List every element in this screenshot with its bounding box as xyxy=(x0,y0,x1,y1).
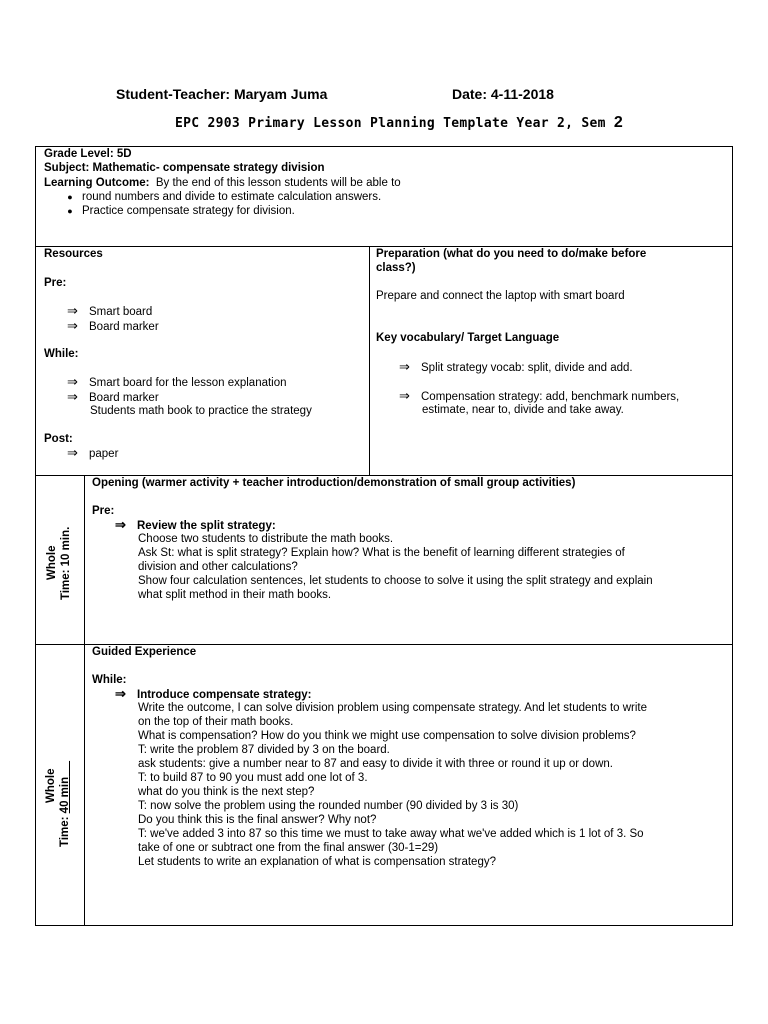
guided-side-whole: Whole xyxy=(45,768,57,803)
guided-line: Let students to write an explanation of what is compensation strategy? xyxy=(138,856,496,868)
opening-line: division and other calculations? xyxy=(138,561,298,573)
guided-side-time: Time: 40 min xyxy=(59,776,71,847)
guided-while-label: While: xyxy=(92,674,127,686)
resources-heading: Resources xyxy=(44,248,103,260)
opening-item-title: ⇒ Review the split strategy: xyxy=(115,517,276,532)
subject: Subject: Mathematic- compensate strategy division xyxy=(44,162,325,175)
opening-side-time: Time: 10 min. xyxy=(60,526,72,600)
vocab-item: ⇒ Compensation strategy: add, benchmark numbers, xyxy=(399,388,680,403)
opening-line: Ask St: what is split strategy? Explain how? What is the benefit of learning different strategies of xyxy=(138,547,625,559)
outcome-item: ● round numbers and divide to estimate calculation answers. xyxy=(44,190,401,204)
arrow-right-icon: ⇒ xyxy=(67,445,78,460)
resources-pre-label: Pre: xyxy=(44,277,67,289)
guided-line: take of one or subtract one from the final answer (30-1=29) xyxy=(138,842,439,854)
vocab-item: ⇒ Split strategy vocab: split, divide and add. xyxy=(399,359,633,374)
preparation-heading: Preparation (what do you need to do/make before xyxy=(376,248,647,260)
vocab-heading: Key vocabulary/ Target Language xyxy=(376,332,560,344)
resources-post-label: Post: xyxy=(44,433,73,445)
resource-item: ⇒ Smart board xyxy=(67,303,153,318)
guided-line: Write the outcome, I can solve division problem using compensate strategy. And let students to write xyxy=(138,702,648,714)
guided-line: Do you think this is the final answer? Why not? xyxy=(138,814,377,826)
resource-item: ⇒ Smart board for the lesson explanation xyxy=(67,374,287,389)
guided-item-title: ⇒ Introduce compensate strategy: xyxy=(115,686,312,701)
guided-line: What is compensation? How do you think we might use compensation to solve division problems? xyxy=(138,730,636,742)
opening-line: Choose two students to distribute the math books. xyxy=(138,533,394,545)
arrow-right-icon: ⇒ xyxy=(399,359,410,374)
arrow-right-icon: ⇒ xyxy=(67,389,78,404)
bullet-icon: ● xyxy=(67,191,73,202)
arrow-right-icon: ⇒ xyxy=(115,686,126,701)
guided-line: ask students: give a number near to 87 and easy to divide it with three or round it up or down. xyxy=(138,758,613,770)
guided-line: what do you think is the next step? xyxy=(138,786,315,798)
side-divider xyxy=(84,645,85,925)
opening-pre-label: Pre: xyxy=(92,505,115,517)
resources-while-label: While: xyxy=(44,348,79,360)
student-teacher-label: Student-Teacher: Maryam Juma xyxy=(116,86,328,102)
guided-line: T: now solve the problem using the rounded number (90 divided by 3 is 30) xyxy=(138,800,519,812)
guided-line: T: to build 87 to 90 you must add one lot of 3. xyxy=(138,772,368,784)
grade-level: Grade Level: 5D xyxy=(44,148,132,160)
preparation-heading-cont: class?) xyxy=(376,262,416,274)
resource-item: ⇒ paper xyxy=(67,445,119,460)
arrow-right-icon: ⇒ xyxy=(399,388,410,403)
outcome-item: ● Practice compensate strategy for division. xyxy=(44,204,401,218)
learning-outcome: Learning Outcome: By the end of this lesson students will be able to xyxy=(44,176,401,189)
vocab-item-cont: estimate, near to, divide and take away. xyxy=(422,404,624,416)
arrow-right-icon: ⇒ xyxy=(67,303,78,318)
opening-heading: Opening (warmer activity + teacher introduction/demonstration of small group activities) xyxy=(92,477,576,489)
resource-item-extra: Students math book to practice the strategy xyxy=(90,405,312,417)
title-main: EPC 2903 Primary Lesson Planning Template Year 2, Sem xyxy=(175,116,606,131)
guided-line: on the top of their math books. xyxy=(138,716,294,728)
date-label: Date: 4-11-2018 xyxy=(452,86,554,102)
lesson-info-box xyxy=(35,146,733,247)
opening-side-whole: Whole xyxy=(46,545,58,580)
opening-line: what split method in their math books. xyxy=(138,589,332,601)
resource-item: ⇒ Board marker xyxy=(67,389,159,404)
bullet-icon: ● xyxy=(67,206,73,217)
column-divider xyxy=(369,247,370,475)
guided-line: T: write the problem 87 divided by 3 on the board. xyxy=(138,744,390,756)
resources-preparation-box xyxy=(35,246,733,476)
opening-box xyxy=(35,475,733,645)
guided-heading: Guided Experience xyxy=(92,646,197,658)
arrow-right-icon: ⇒ xyxy=(67,318,78,333)
preparation-text: Prepare and connect the laptop with smart board xyxy=(376,290,625,302)
page-title xyxy=(175,114,623,132)
resource-item: ⇒ Board marker xyxy=(67,318,159,333)
guided-experience-box xyxy=(35,644,733,926)
guided-line: T: we've added 3 into 87 so this time we must to take away what we've added which is 1 lot of 3. So xyxy=(138,828,644,840)
arrow-right-icon: ⇒ xyxy=(115,517,126,532)
opening-line: Show four calculation sentences, let students to choose to solve it using the split strategy and explain xyxy=(138,575,653,587)
side-divider xyxy=(84,476,85,644)
arrow-right-icon: ⇒ xyxy=(67,374,78,389)
title-number: 2 xyxy=(613,114,624,131)
